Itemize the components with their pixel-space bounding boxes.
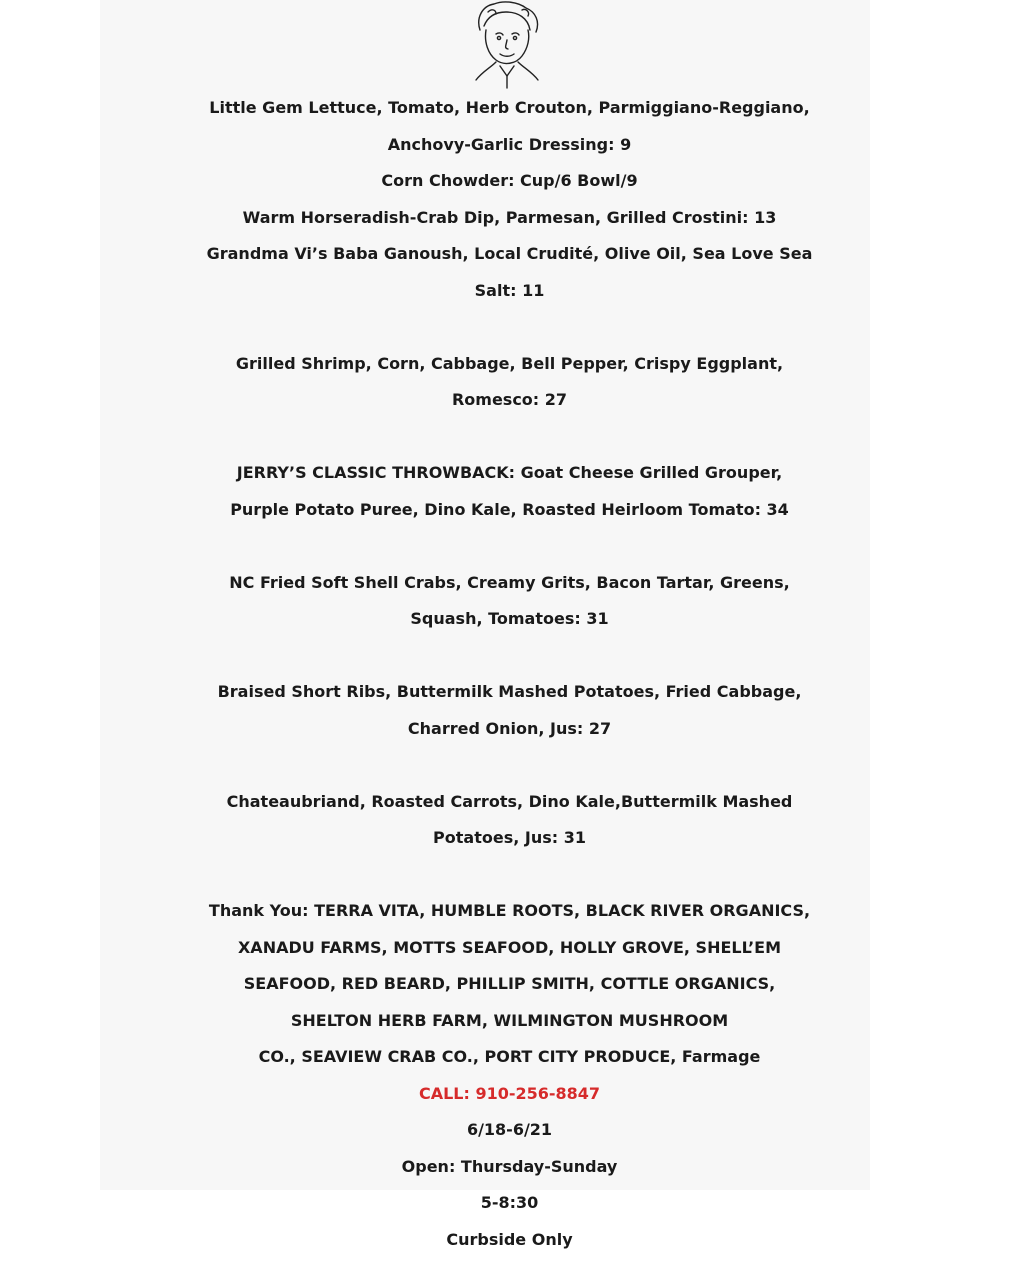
menu-line: NC Fried Soft Shell Crabs, Creamy Grits, Bacon Tartar, Greens, (229, 572, 790, 592)
menu-line: Squash, Tomatoes: 31 (410, 609, 609, 628)
menu-line: Romesco: 27 (451, 390, 568, 409)
curbside-text: Curbside Only (446, 1229, 573, 1249)
open-days-text: Open: Thursday-Sunday (401, 1156, 618, 1176)
thanks-line: SEAFOOD, RED BEARD, PHILLIP SMITH, COTTLE ORGANICS, (243, 974, 776, 993)
menu-line: Chateaubriand, Roasted Carrots, Dino Kale,Buttermilk Mashed (226, 791, 793, 811)
spacer (0, 747, 1019, 784)
menu-line: JERRY’S CLASSIC THROWBACK: Goat Cheese Grilled Grouper, (236, 463, 783, 482)
menu-line: Potatoes, Jus: 31 (433, 828, 586, 847)
thanks-line: Thank You: TERRA VITA, HUMBLE ROOTS, BLACK RIVER ORGANICS, (208, 901, 811, 920)
menu-list (0, 90, 1019, 1258)
menu-line: Warm Horseradish-Crab Dip, Parmesan, Grilled Crostini: 13 (242, 207, 777, 227)
menu-line: Charred Onion, Jus: 27 (407, 718, 612, 738)
menu-line: Grandma Vi’s Baba Ganoush, Local Crudité, Olive Oil, Sea Love Sea (206, 244, 813, 263)
thanks-line: CO., SEAVIEW CRAB CO., PORT CITY PRODUCE, Farmage (258, 1047, 761, 1066)
hours-text: 5-8:30 (480, 1193, 539, 1212)
spacer (0, 528, 1019, 565)
spacer (0, 638, 1019, 675)
thanks-line: SHELTON HERB FARM, WILMINGTON MUSHROOM (290, 1010, 729, 1030)
menu-line: Corn Chowder: Cup/6 Bowl/9 (381, 171, 638, 190)
menu-line: Salt: 11 (474, 280, 545, 300)
spacer (0, 419, 1019, 456)
thanks-line: XANADU FARMS, MOTTS SEAFOOD, HOLLY GROVE, SHELL’EM (237, 937, 782, 957)
call-phone-link[interactable]: CALL: 910-256-8847 (418, 1083, 601, 1103)
menu-line: Braised Short Ribs, Buttermilk Mashed Potatoes, Fried Cabbage, (217, 682, 802, 701)
dates-text: 6/18-6/21 (466, 1120, 553, 1139)
menu-line: Little Gem Lettuce, Tomato, Herb Crouton, Parmiggiano-Reggiano, (209, 98, 810, 117)
menu-line: Grilled Shrimp, Corn, Cabbage, Bell Pepper, Crispy Eggplant, (235, 353, 784, 373)
menu-line: Anchovy-Garlic Dressing: 9 (387, 134, 632, 154)
spacer (0, 309, 1019, 346)
chef-caricature-icon (466, 0, 548, 90)
menu-line: Purple Potato Puree, Dino Kale, Roasted Heirloom Tomato: 34 (230, 499, 789, 519)
spacer (0, 857, 1019, 894)
